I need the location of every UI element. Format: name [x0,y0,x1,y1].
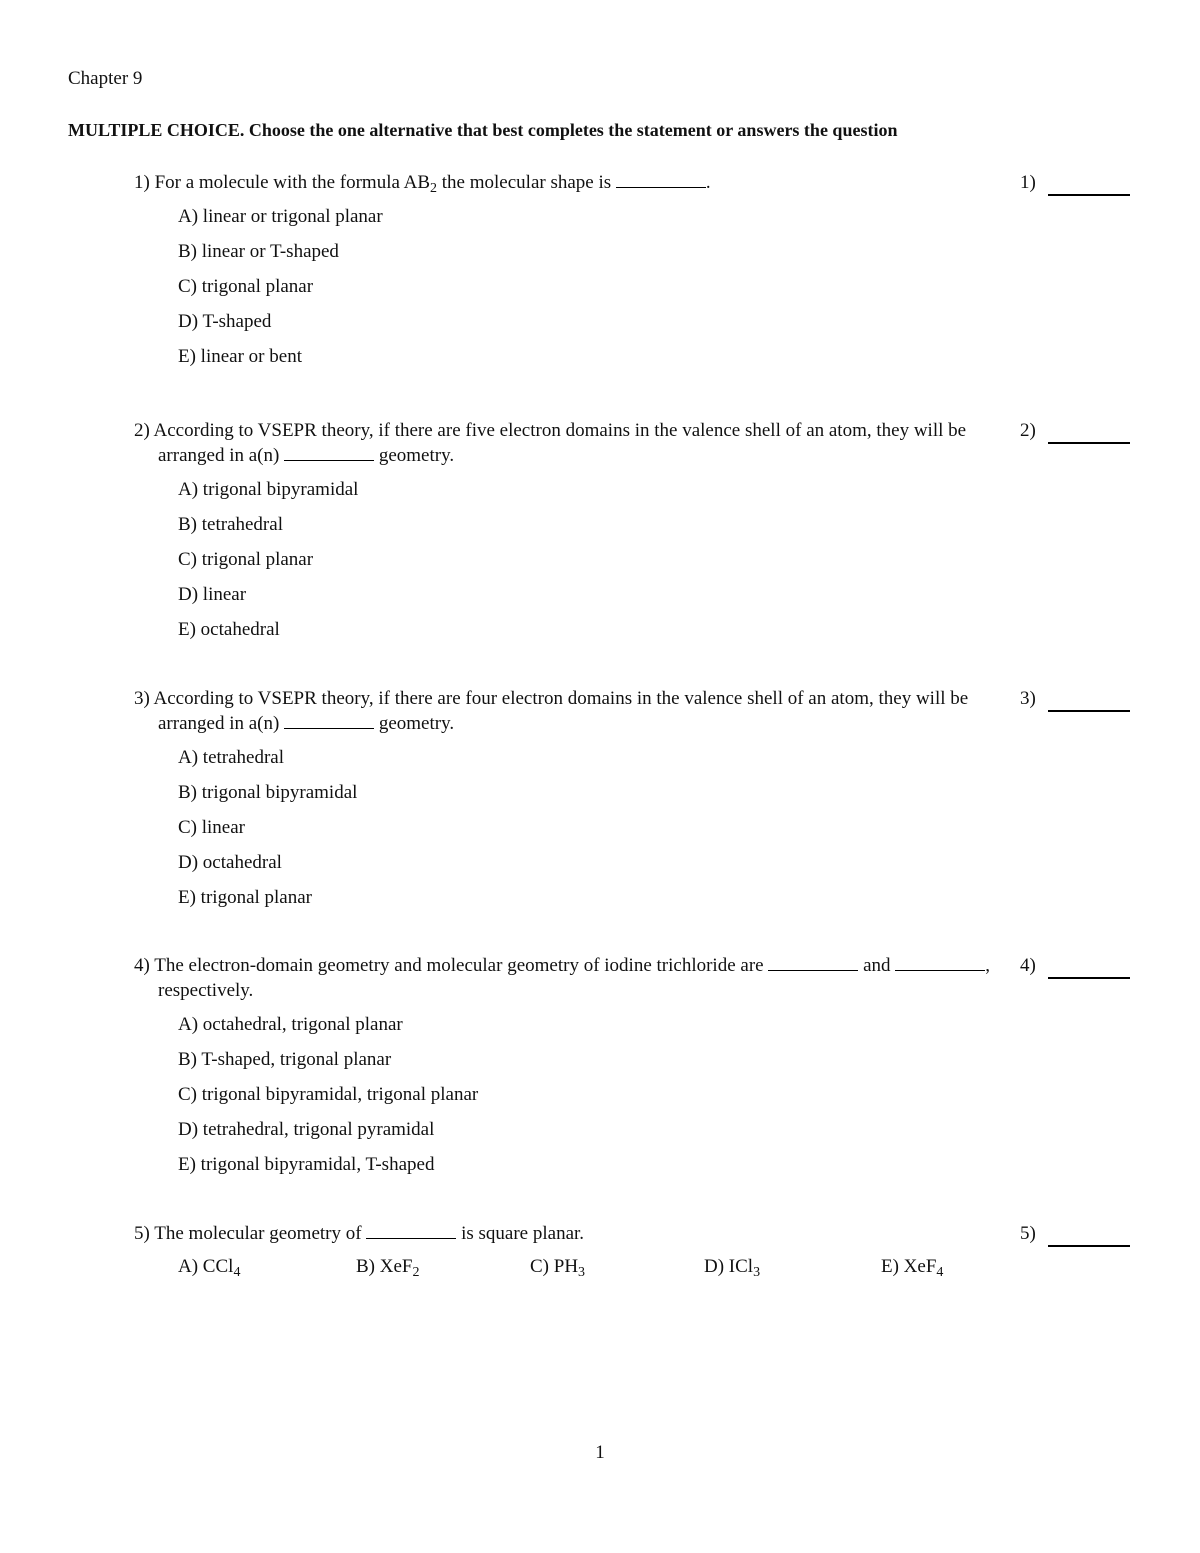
option-list [134,476,1134,651]
question-stem [134,170,1018,195]
option-subscript: 2 [412,1265,420,1280]
answer-line[interactable] [1048,977,1130,979]
option-b: B) trigonal bipyramidal [178,782,358,803]
option-list [134,1011,1134,1186]
option-c: C) trigonal bipyramidal, trigonal planar [178,1084,479,1105]
stem-text: and [858,955,896,976]
option-b: B) linear or T-shaped [178,241,339,262]
option-a [178,1256,240,1278]
answer-label: 2) [1020,420,1036,441]
answer-slot [1020,686,1130,712]
option-e: E) octahedral [178,619,280,640]
answer-line[interactable] [1048,194,1130,196]
question-2 [134,418,1134,651]
answer-slot [1020,953,1130,979]
answer-line[interactable] [1048,442,1130,444]
question-number: 1) [134,172,150,193]
question-number: 3) [134,688,150,709]
answer-slot [1020,1221,1130,1247]
stem-text: , respectively. [158,955,991,1001]
stem-subscript: 2 [430,181,438,196]
fill-in-blank [895,953,985,971]
option-d [704,1256,760,1278]
option-subscript: 3 [753,1265,761,1280]
stem-text: The molecular geometry of [154,1223,367,1244]
fill-in-blank [768,953,858,971]
option-c: C) trigonal planar [178,276,314,297]
stem-text: is square planar. [456,1223,585,1244]
option-list [134,203,1134,378]
option-text: C) PH [530,1256,579,1277]
answer-label: 1) [1020,172,1036,193]
question-number: 5) [134,1223,150,1244]
question-3 [134,686,1134,919]
option-subscript: 3 [578,1265,586,1280]
option-d: D) octahedral [178,852,282,873]
option-e: E) trigonal bipyramidal, T-shaped [178,1154,435,1175]
option-a: A) trigonal bipyramidal [178,479,359,500]
option-d: D) T-shaped [178,311,272,332]
section-instructions: MULTIPLE CHOICE. Choose the one alternative that best completes the statement or answers the question [68,120,898,140]
answer-line[interactable] [1048,710,1130,712]
option-row [134,1256,1134,1286]
question-1 [134,170,1134,378]
stem-text: the molecular shape is [437,172,616,193]
page-number: 1 [595,1442,605,1463]
question-4 [134,953,1134,1186]
option-d: D) tetrahedral, trigonal pyramidal [178,1119,435,1140]
question-stem [134,1221,1018,1246]
option-b [356,1256,419,1278]
option-text: D) ICl [704,1256,754,1277]
question-stem [134,953,1018,1003]
option-c: C) trigonal planar [178,549,314,570]
option-text: E) XeF [881,1256,937,1277]
fill-in-blank [284,443,374,461]
stem-text: geometry. [374,713,455,734]
fill-in-blank [616,170,706,188]
answer-slot [1020,170,1130,196]
stem-text: . [705,172,711,193]
option-subscript: 4 [233,1265,241,1280]
option-c: C) linear [178,817,246,838]
stem-text: For a molecule with the formula AB [154,172,431,193]
chapter-title: Chapter 9 [68,68,143,89]
stem-text: According to VSEPR theory, if there are four electron domains in the valence shell of an atom, they will be arranged in a(n) [153,688,969,734]
option-b: B) T-shaped, trigonal planar [178,1049,392,1070]
option-a: A) tetrahedral [178,747,285,768]
option-e: E) linear or bent [178,346,302,367]
option-subscript: 4 [936,1265,944,1280]
option-c [530,1256,585,1278]
question-number: 4) [134,955,150,976]
answer-label: 5) [1020,1223,1036,1244]
option-a: A) linear or trigonal planar [178,206,383,227]
answer-line[interactable] [1048,1245,1130,1247]
stem-text: The electron-domain geometry and molecular geometry of iodine trichloride are [154,955,769,976]
fill-in-blank [284,711,374,729]
option-text: B) XeF [356,1256,413,1277]
question-5 [134,1221,1134,1286]
stem-text: geometry. [374,445,455,466]
option-e [881,1256,943,1278]
option-b: B) tetrahedral [178,514,283,535]
question-stem [134,418,1018,468]
option-list [134,744,1134,919]
option-a: A) octahedral, trigonal planar [178,1014,403,1035]
option-text: A) CCl [178,1256,234,1277]
stem-text: According to VSEPR theory, if there are five electron domains in the valence shell of an atom, they will be arranged in a(n) [153,420,967,466]
question-stem [134,686,1018,736]
option-d: D) linear [178,584,247,605]
question-number: 2) [134,420,150,441]
fill-in-blank [366,1221,456,1239]
answer-slot [1020,418,1130,444]
answer-label: 3) [1020,688,1036,709]
answer-label: 4) [1020,955,1036,976]
option-e: E) trigonal planar [178,887,313,908]
